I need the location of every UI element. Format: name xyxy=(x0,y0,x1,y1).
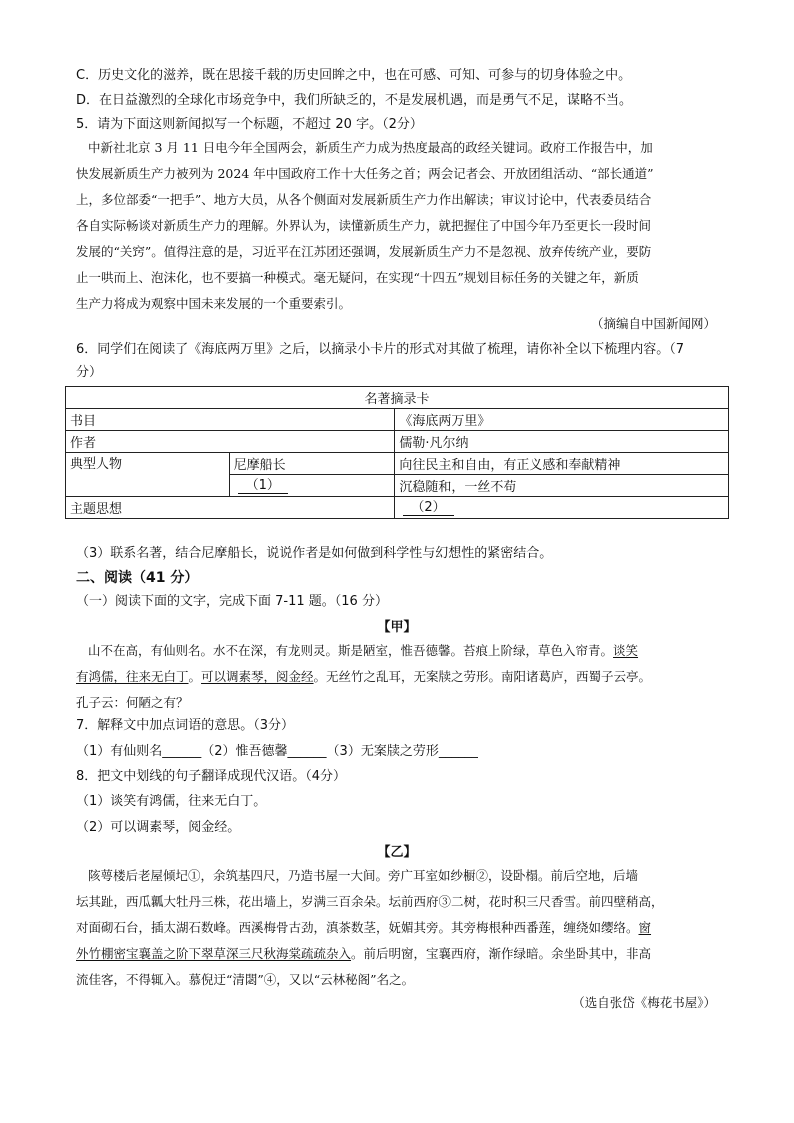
card-row-character-1 xyxy=(66,453,729,475)
card-author-value: 儒勒·凡尔纳 xyxy=(395,431,729,453)
card-author-label: 作者 xyxy=(66,431,395,453)
q4-option-c: C．历史文化的滋养，既在思接千载的历史回眸之中，也在可感、可知、可参与的切身体验之中。 xyxy=(76,68,632,83)
q5-news-line: 生产力将成为观察中国未来发展的一个重要索引。 xyxy=(76,296,352,311)
card-row-book xyxy=(66,409,729,431)
yi-line3 xyxy=(76,918,651,938)
q8-item1: （1）谈笑有鸿儒，往来无白丁。 xyxy=(76,794,267,809)
q6-prompt-line2: 分） xyxy=(76,365,103,380)
jia-line2 xyxy=(76,667,651,687)
card-character-2-desc: 沉稳随和，一丝不苟 xyxy=(395,475,729,497)
yi-underlined-phrase: 窗 xyxy=(638,920,652,935)
card-character-1-name: 尼摩船长 xyxy=(229,453,395,475)
card-title-row xyxy=(66,387,729,409)
yi-label: 【乙】 xyxy=(377,845,417,860)
yi-line4 xyxy=(76,944,651,964)
jia-underlined-phrase: 可以调素琴，阅金经 xyxy=(201,669,314,684)
card-character-1-desc: 向往民主和自由，有正义感和奉献精神 xyxy=(395,453,729,475)
jia-underlined-phrase: 有鸿儒，往来无白丁 xyxy=(76,669,189,684)
section2-heading: 二、阅读（41 分） xyxy=(76,570,199,586)
card-row-theme xyxy=(66,497,729,519)
q6-prompt-line1: 6．同学们在阅读了《海底两万里》之后，以摘录小卡片的形式对其做了梳理，请你补全以下梳理内容。（7 xyxy=(76,342,685,357)
yi-line4-text: 。前后明窗，宝襄西府，渐作绿暗。余坐卧其中，非高 xyxy=(351,946,652,961)
theme-blank[interactable]: （2） xyxy=(403,500,453,516)
q5-news-line: 快发展新质生产力被列为 2024 年中国政府工作十大任务之首；两会记者会、开放团组活动、“部长通道” xyxy=(76,166,654,181)
card-row-author xyxy=(66,431,729,453)
card-book-label: 书目 xyxy=(66,409,395,431)
character-2-blank[interactable]: （1） xyxy=(238,478,288,494)
card-characters-label: 典型人物 xyxy=(66,453,230,497)
q5-news-line: 止一哄而上、泡沫化，也不要搞一种模式。毫无疑问，在实现“十四五”规划目标任务的关键之年，新质 xyxy=(76,270,639,285)
yi-line3-text: 对面砌石台，插太湖石数峰。西溪梅骨古劲，滇茶数茎，妩媚其旁。其旁梅根种西番莲，缠绕如缨络。 xyxy=(76,920,639,935)
card-theme-label: 主题思想 xyxy=(66,497,395,519)
card-theme-cell xyxy=(395,497,729,519)
card-character-2-name-cell xyxy=(229,475,395,497)
q5-news-line: 发展的“关窍”。值得注意的是，习近平在江苏团还强调，发展新质生产力不是忽视、放弃传统产业，要防 xyxy=(76,244,652,259)
q8-item2: （2）可以调素琴，阅金经。 xyxy=(76,820,241,835)
section2-part1: （一）阅读下面的文字，完成下面 7-11 题。（16 分） xyxy=(76,594,388,609)
q7-prompt: 7．解释文中加点词语的意思。（3分） xyxy=(76,718,295,733)
jia-line2-text: 。无丝竹之乱耳，无案牍之劳形。南阳诸葛庐，西蜀子云亭。 xyxy=(313,669,652,684)
q5-prompt: 5．请为下面这则新闻拟写一个标题，不超过 20 字。（2分） xyxy=(76,117,423,132)
jia-line2-punct: 。 xyxy=(188,669,202,684)
card-book-value: 《海底两万里》 xyxy=(395,409,729,431)
q4-option-d: D．在日益激烈的全球化市场竞争中，我们所缺乏的，不是发展机遇，而是勇气不足，谋略不当。 xyxy=(76,93,633,108)
yi-underlined-phrase: 外竹棚密宝襄盖之阶下翠草深三尺秋海棠疏疏杂入 xyxy=(76,946,352,961)
q5-news-line: 中新社北京 3 月 11 日电今年全国两会，新质生产力成为热度最高的政经关键词。政府工作报告中，加 xyxy=(88,140,653,155)
yi-line2: 坛其趾，西瓜瓤大牡丹三株，花出墙上，岁满三百余朵。坛前西府③二树，花时积三尺香雪。前四壁稍高， xyxy=(76,894,664,909)
q5-source: （摘编自中国新闻网） xyxy=(590,316,716,331)
excerpt-card-table xyxy=(65,386,729,519)
yi-line1: 陔萼楼后老屋倾圮①，余筑基四尺，乃造书屋一大间。旁广耳室如纱橱②，设卧榻。前后空地，后墙 xyxy=(88,868,639,883)
q6-sub3: （3）联系名著，结合尼摩船长，说说作者是如何做到科学性与幻想性的紧密结合。 xyxy=(76,546,553,561)
card-title: 名著摘录卡 xyxy=(66,387,729,409)
jia-line1-text: 山不在高，有仙则名。水不在深，有龙则灵。斯是陋室，惟吾德馨。苔痕上阶绿，草色入帘青。 xyxy=(88,643,614,658)
jia-underlined-phrase: 谈笑 xyxy=(613,643,639,658)
yi-line5: 流佳客，不得辄入。慕倪迂“清閟”④，又以“云林秘阁”名之。 xyxy=(76,972,415,987)
q8-prompt: 8．把文中划线的句子翻译成现代汉语。（4分） xyxy=(76,769,347,784)
q7-items: （1）有仙则名______（2）惟吾德馨______（3）无案牍之劳形______ xyxy=(76,744,478,759)
q5-news-line: 各自实际畅谈对新质生产力的理解。外界认为，读懂新质生产力，就把握住了中国今年乃至更长一段时间 xyxy=(76,218,652,233)
jia-line3: 孔子云：何陋之有？ xyxy=(76,695,189,710)
jia-line1 xyxy=(88,641,638,661)
q5-news-line: 上，多位部委“一把手”、地方大员，从各个侧面对发展新质生产力作出解读；审议讨论中，代表委员结合 xyxy=(76,192,652,207)
jia-label: 【甲】 xyxy=(377,620,417,635)
yi-source: （选自张岱《梅花书屋》） xyxy=(572,995,716,1010)
